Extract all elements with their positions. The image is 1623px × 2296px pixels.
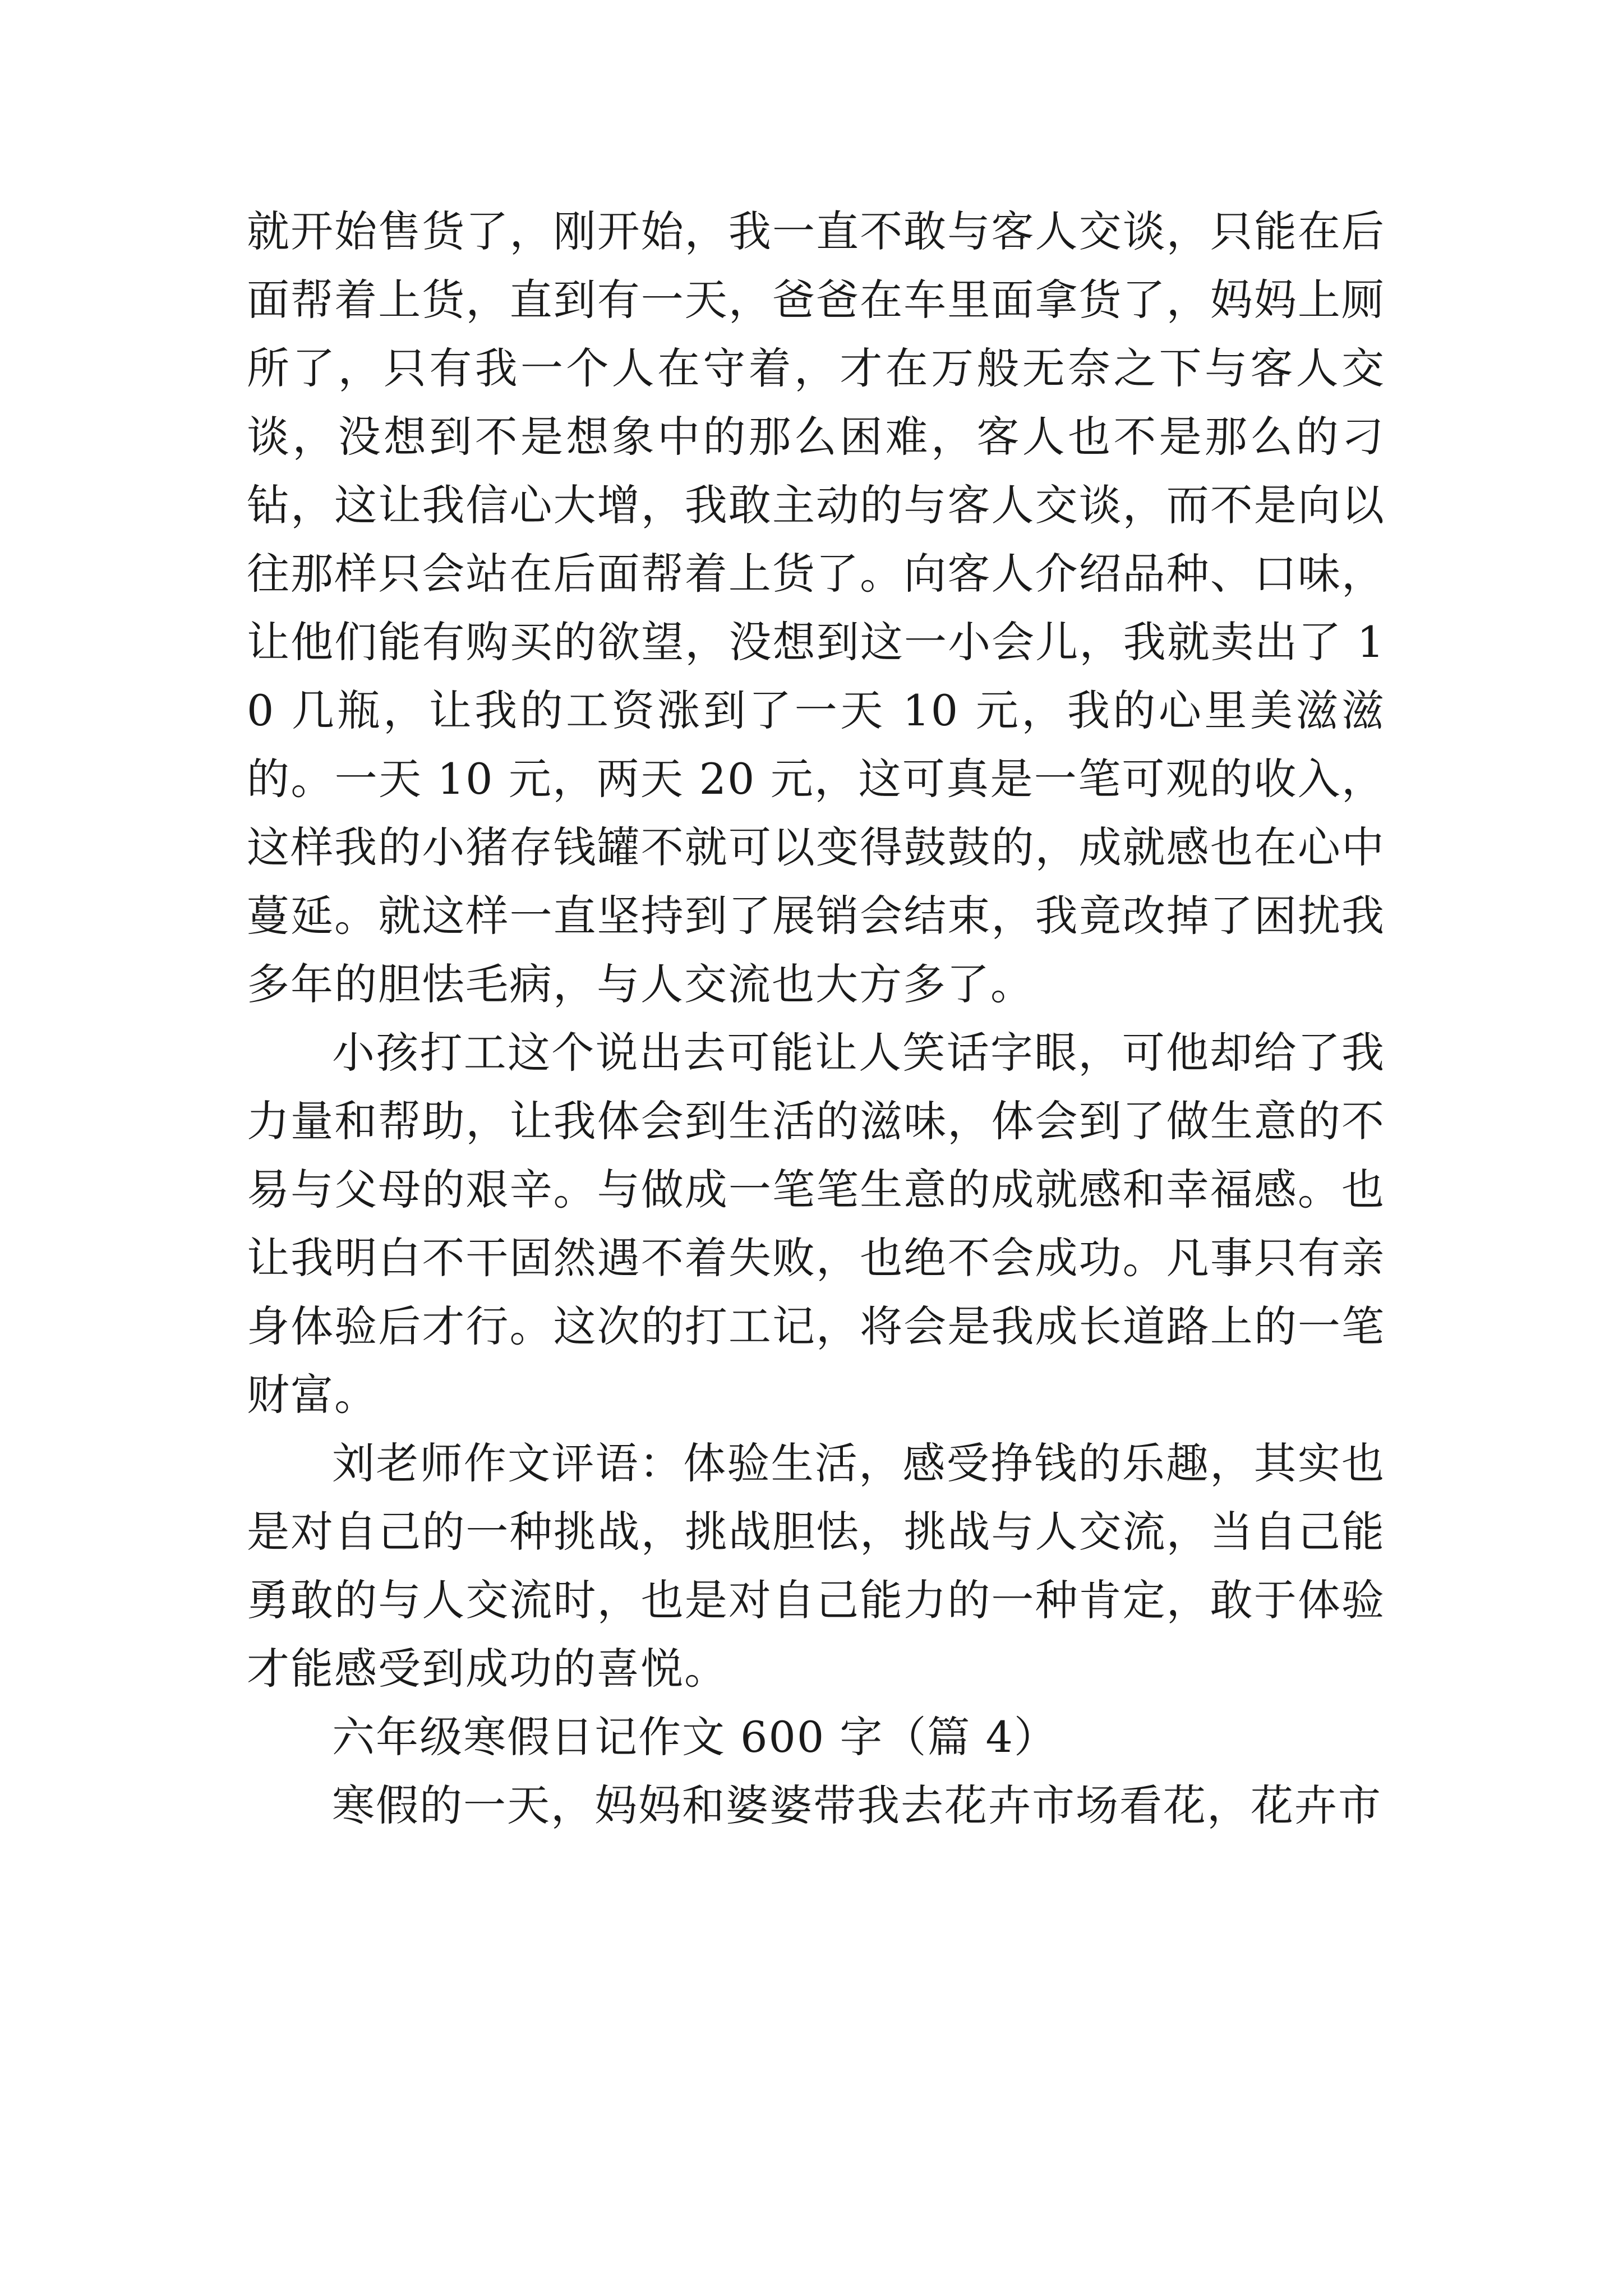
paragraph-reflection: 小孩打工这个说出去可能让人笑话字眼，可他却给了我力量和帮助，让我体会到生活的滋味，体会到了做生意的不易与父母的艰辛。与做成一笔笔生意的成就感和幸福感。也让我明白不干固然遇不着失败，也绝不会成功。凡事只有亲身体验后才行。这次的打工记，将会是我成长道路上的一笔财富。 xyxy=(247,1028,1385,1420)
paragraph-teacher-comment: 刘老师作文评语：体验生活，感受挣钱的乐趣，其实也是对自己的一种挑战，挑战胆怯，挑战与人交流，当自己能勇敢的与人交流时，也是对自己能力的一种肯定，敢于体验才能感受到成功的喜悦。 xyxy=(247,1438,1385,1694)
document-body xyxy=(247,197,1385,1840)
paragraph-new-section: 寒假的一天，妈妈和婆婆带我去花卉市场看花，花卉市 xyxy=(332,1780,1382,1830)
section-heading: 六年级寒假日记作文 600 字（篇 4） xyxy=(332,1712,1058,1762)
paragraph-continued: 就开始售货了，刚开始，我一直不敢与客人交谈，只能在后面帮着上货，直到有一天，爸爸在车里面拿货了，妈妈上厕所了，只有我一个人在守着，才在万般无奈之下与客人交谈，没想到不是想象中的那么困难，客人也不是那么的刁钻，这让我信心大增，我敢主动的与客人交谈，而不是向以往那样只会站在后面帮着上货了。向客人介绍品种、口味，让他们能有购买的欲望，没想到这一小会儿，我就卖出了 10 几瓶，让我的工资涨到了一天 10 元，我的心里美滋滋的。一天 10 元，两天 20 元，这可真是一笔可观的收入，这样我的小猪存钱罐不就可以变得鼓鼓的，成就感也在心中蔓延。就这样一直坚持到了展销会结束，我竟改掉了困扰我多年的胆怯毛病，与人交流也大方多了。 xyxy=(247,206,1385,1009)
